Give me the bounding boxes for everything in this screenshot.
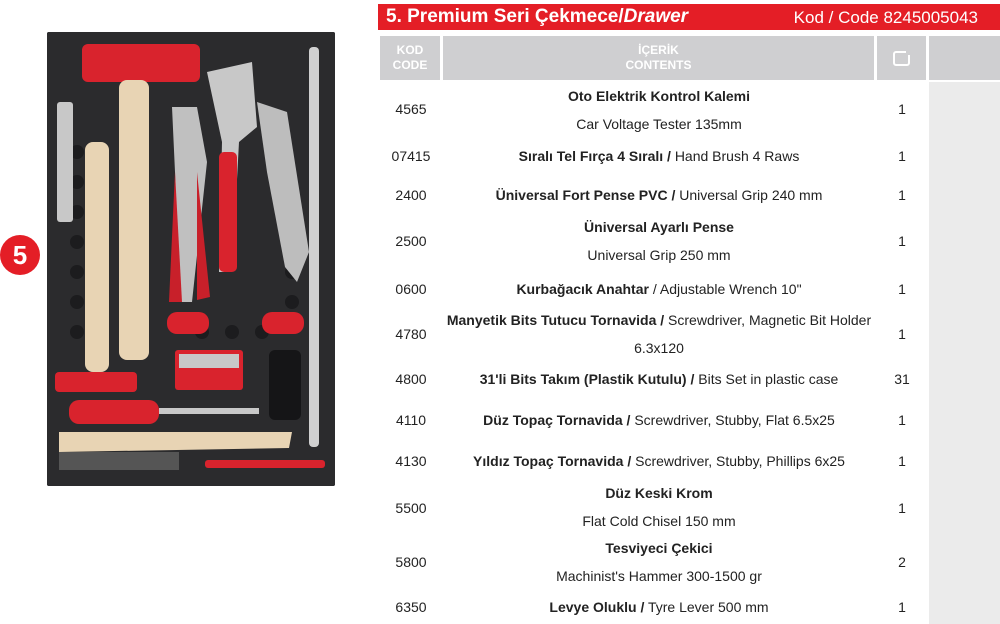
header-code-tr: KOD [396, 43, 424, 57]
item-quantity: 1 [898, 412, 906, 428]
title-bar [378, 4, 1000, 30]
table-row [380, 306, 926, 362]
drawer-title [386, 6, 688, 28]
item-name-en: Tyre Lever 500 mm [647, 599, 769, 615]
item-description [443, 534, 875, 590]
item-description [443, 593, 875, 621]
table-row [380, 534, 926, 590]
item-quantity: 1 [898, 326, 906, 342]
table-row [380, 447, 926, 475]
table-row [380, 365, 926, 393]
item-quantity: 1 [898, 101, 906, 117]
item-name-en: Screwdriver, Stubby, Flat 6.5x25 [634, 412, 835, 428]
item-name-tr: Tesviyeci Çekici [605, 540, 713, 556]
item-name-en: / Adjustable Wrench 10" [652, 281, 802, 297]
item-code: 4565 [395, 101, 427, 117]
item-name-tr: Kurbağacık Anahtar [516, 281, 649, 297]
item-name-en: Screwdriver, Stubby, Phillips 6x25 [635, 453, 845, 469]
table-row [380, 82, 926, 138]
header-extra [929, 36, 1000, 80]
side-column [929, 82, 1000, 624]
box-icon [893, 51, 910, 66]
item-name-en: Universal Grip 250 mm [587, 247, 731, 263]
item-description [443, 142, 875, 170]
item-quantity: 1 [898, 281, 906, 297]
section-number-badge: 5 [0, 235, 40, 275]
table-row [380, 593, 926, 621]
item-quantity: 1 [898, 148, 906, 164]
header-quantity [877, 36, 926, 80]
drawer-title-text: 5. Premium Seri Çekmece/ [386, 6, 624, 27]
item-code: 4800 [395, 371, 427, 387]
header-code [380, 36, 440, 80]
item-description [443, 306, 875, 362]
item-description [443, 479, 875, 535]
item-name-en: Machinist's Hammer 300-1500 gr [556, 568, 762, 584]
tool-tray-illustration [47, 32, 335, 486]
item-name-en: Screwdriver, Magnetic Bit Holder [668, 312, 872, 328]
item-code: 07415 [391, 148, 431, 164]
product-photo [47, 32, 335, 486]
item-quantity: 1 [898, 233, 906, 249]
item-description [443, 181, 875, 209]
item-description [443, 82, 875, 138]
item-code: 2400 [395, 187, 427, 203]
table-row [380, 406, 926, 434]
item-description [443, 213, 875, 269]
item-code: 5500 [395, 500, 427, 516]
header-contents-en: CONTENTS [625, 58, 692, 72]
item-description [443, 365, 875, 393]
item-name-tr: Düz Topaç Tornavida / [483, 412, 631, 428]
item-code: 5800 [395, 554, 427, 570]
item-name-tr: Levye Oluklu / [549, 599, 645, 615]
item-quantity: 1 [898, 599, 906, 615]
item-code: 0600 [395, 281, 427, 297]
item-name-en-cont: 6.3x120 [634, 340, 684, 356]
table-row [380, 142, 926, 170]
header-code-en: CODE [392, 58, 428, 72]
table-row [380, 213, 926, 269]
item-code: 6350 [395, 599, 427, 615]
item-quantity: 31 [894, 371, 910, 387]
item-quantity: 1 [898, 453, 906, 469]
item-name-tr: Oto Elektrik Kontrol Kalemi [567, 88, 751, 104]
item-name-tr: Üniversal Ayarlı Pense [584, 219, 734, 235]
item-name-tr: Üniversal Fort Pense PVC / [495, 187, 676, 203]
table-row [380, 181, 926, 209]
item-quantity: 2 [898, 554, 906, 570]
item-name-en: Car Voltage Tester 135mm [576, 116, 742, 132]
item-name-tr: Düz Keski Krom [605, 485, 713, 501]
item-description [443, 406, 875, 434]
table-row [380, 275, 926, 303]
item-quantity: 1 [898, 187, 906, 203]
drawer-title-italic: Drawer [623, 6, 689, 27]
product-code: Kod / Code 8245005043 [793, 8, 978, 27]
item-name-tr: Manyetik Bits Tutucu Tornavida / [446, 312, 665, 328]
item-description [443, 275, 875, 303]
item-code: 4130 [395, 453, 427, 469]
item-description [443, 447, 875, 475]
item-quantity: 1 [898, 500, 906, 516]
item-code: 4110 [395, 412, 427, 428]
item-name-tr: Sıralı Tel Fırça 4 Sıralı / [518, 148, 671, 164]
item-name-tr: Yıldız Topaç Tornavida / [473, 453, 632, 469]
header-contents [443, 36, 874, 80]
item-code: 2500 [395, 233, 427, 249]
table-row [380, 479, 926, 535]
item-name-tr: 31'li Bits Takım (Plastik Kutulu) / [479, 371, 695, 387]
item-name-en: Universal Grip 240 mm [679, 187, 823, 203]
item-name-en: Bits Set in plastic case [698, 371, 839, 387]
item-name-en: Hand Brush 4 Raws [674, 148, 800, 164]
header-contents-tr: İÇERİK [638, 43, 679, 57]
item-name-en: Flat Cold Chisel 150 mm [582, 513, 736, 529]
item-code: 4780 [395, 326, 427, 342]
